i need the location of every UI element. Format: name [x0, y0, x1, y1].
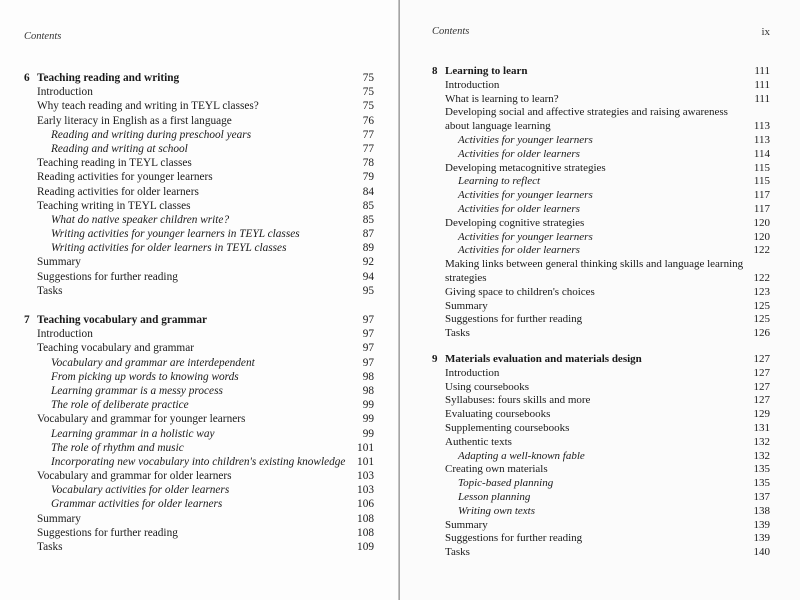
entry-title: Summary [37, 256, 81, 269]
entry-title: Developing metacognitive strategies [445, 161, 606, 174]
chapter-9 [432, 353, 770, 560]
entry-page-number: 98 [362, 370, 374, 383]
entry-page-number: 95 [362, 284, 374, 297]
chapter-page-number: 111 [754, 65, 770, 77]
toc-entry[interactable] [24, 114, 374, 128]
toc-entry[interactable] [432, 217, 770, 231]
toc-entry[interactable] [432, 408, 770, 422]
entry-title: Adapting a well-known fable [458, 449, 585, 462]
toc-entry[interactable] [432, 313, 770, 327]
entry-page-number: 113 [753, 120, 770, 133]
toc-entry[interactable] [432, 381, 770, 395]
toc-entry[interactable] [24, 270, 374, 284]
entry-title: Activities for younger learners [458, 230, 593, 243]
entry-page-number: 127 [753, 380, 770, 393]
entry-title: Why teach reading and writing in TEYL classes? [37, 100, 259, 113]
entry-title: strategies [445, 271, 487, 284]
entry-title: Writing activities for younger learners in TEYL classes [51, 228, 300, 241]
chapter-title: Teaching vocabulary and grammar [37, 314, 207, 326]
entry-page-number: 135 [753, 463, 770, 476]
entry-title: Developing social and affective strategies and raising awareness [445, 106, 728, 119]
entry-page-number: 135 [753, 477, 770, 490]
chapter-title: Learning to learn [445, 65, 528, 77]
entry-page-number: 99 [362, 399, 374, 412]
entry-title: What is learning to learn? [445, 92, 559, 105]
toc-entry[interactable] [24, 356, 374, 370]
toc-entry[interactable] [24, 540, 374, 554]
entry-page-number: 126 [753, 327, 770, 340]
entry-page-number: 117 [753, 189, 770, 202]
toc-entry[interactable] [432, 463, 770, 477]
entry-title: Summary [37, 512, 81, 525]
entry-page-number: 103 [357, 470, 374, 483]
entry-page-number: 115 [753, 175, 770, 188]
entry-title: Teaching writing in TEYL classes [37, 199, 191, 212]
toc-entry[interactable] [432, 450, 770, 464]
entry-title: Writing own texts [458, 504, 535, 517]
toc-entry[interactable] [432, 327, 770, 341]
entry-page-number: 127 [753, 366, 770, 379]
toc-entry[interactable] [432, 258, 770, 272]
toc-entry[interactable] [24, 427, 374, 441]
entry-title: Supplementing coursebooks [445, 421, 570, 434]
entry-page-number: 122 [753, 271, 770, 284]
entry-title: Topic-based planning [458, 477, 554, 490]
entry-page-number: 114 [753, 147, 770, 160]
entry-title: Lesson planning [458, 490, 531, 503]
entry-title: Writing activities for older learners in TEYL classes [51, 242, 287, 255]
entry-page-number: 125 [753, 313, 770, 326]
toc-entry[interactable] [24, 384, 374, 398]
entry-page-number: 97 [362, 328, 374, 341]
entry-page-number: 111 [754, 92, 770, 105]
toc-entry[interactable] [432, 162, 770, 176]
entry-title: Learning grammar is a messy process [51, 384, 223, 397]
entry-page-number: 127 [753, 394, 770, 407]
entry-page-number: 138 [753, 504, 770, 517]
entry-title: Grammar activities for older learners [51, 498, 223, 511]
entry-title: Tasks [445, 546, 470, 559]
entry-title: Summary [445, 518, 488, 531]
entry-page-number: 132 [753, 449, 770, 462]
toc-entry[interactable] [24, 156, 374, 170]
chapter-page-number: 97 [362, 314, 374, 326]
entry-page-number: 77 [362, 142, 374, 155]
entry-title: about language learning [445, 120, 551, 133]
toc-entry[interactable] [432, 272, 770, 286]
chapter-number: 6 [24, 72, 30, 84]
chapter-6 [24, 71, 374, 298]
entry-title: Creating own materials [445, 463, 548, 476]
entry-page-number: 137 [753, 490, 770, 503]
entry-page-number: 98 [362, 384, 374, 397]
entry-title: Learning grammar in a holistic way [51, 427, 215, 440]
entry-page-number: 97 [362, 356, 374, 369]
toc-entry[interactable] [24, 483, 374, 497]
page-number: ix [761, 26, 770, 38]
entry-page-number: 132 [753, 435, 770, 448]
entry-page-number: 76 [362, 114, 374, 127]
entry-page-number: 99 [362, 427, 374, 440]
entry-page-number: 94 [362, 270, 374, 283]
entry-title: Vocabulary and grammar for older learners [37, 470, 232, 483]
entry-page-number: 120 [753, 230, 770, 243]
entry-page-number: 139 [753, 518, 770, 531]
chapter-7 [24, 313, 374, 554]
toc-entry[interactable] [432, 367, 770, 381]
entry-title: Giving space to children's choices [445, 285, 595, 298]
toc-entry[interactable] [432, 231, 770, 245]
entry-title: Activities for older learners [458, 202, 580, 215]
toc-entry[interactable] [24, 142, 374, 156]
entry-title: Suggestions for further reading [37, 526, 178, 539]
entry-title: Activities for younger learners [458, 189, 593, 202]
entry-page-number: 92 [362, 256, 374, 269]
toc-entry[interactable] [24, 213, 374, 227]
toc-entry[interactable] [24, 398, 374, 412]
toc-entry[interactable] [24, 412, 374, 426]
entry-page-number: 111 [754, 78, 770, 91]
entry-page-number: 139 [753, 532, 770, 545]
entry-title: Vocabulary and grammar are interdependent [51, 356, 255, 369]
chapter-page-number: 127 [753, 353, 770, 365]
entry-page-number: 103 [357, 484, 374, 497]
chapter-heading[interactable] [24, 313, 374, 327]
entry-page-number: 78 [362, 157, 374, 170]
entry-page-number: 89 [362, 242, 374, 255]
entry-title: Introduction [445, 366, 500, 379]
entry-page-number: 97 [362, 342, 374, 355]
entry-title: Reading and writing at school [51, 142, 188, 155]
entry-title: Activities for older learners [458, 244, 580, 257]
entry-title: Suggestions for further reading [37, 270, 178, 283]
toc-entry[interactable] [24, 327, 374, 341]
right-running-head: Contents [432, 26, 470, 37]
entry-page-number: 115 [753, 161, 770, 174]
entry-title: Teaching vocabulary and grammar [37, 342, 194, 355]
entry-title: Suggestions for further reading [445, 532, 583, 545]
entry-title: Activities for older learners [458, 147, 580, 160]
entry-page-number: 87 [362, 228, 374, 241]
left-page [0, 0, 399, 600]
entry-page-number: 140 [753, 546, 770, 559]
toc-entry[interactable] [24, 85, 374, 99]
entry-page-number: 117 [753, 202, 770, 215]
chapter-title: Teaching reading and writing [37, 72, 180, 84]
toc-entry[interactable] [24, 128, 374, 142]
toc-entry[interactable] [24, 469, 374, 483]
chapter-number: 8 [432, 65, 438, 77]
entry-title: Making links between general thinking skills and language learning [445, 258, 744, 271]
left-running-head: Contents [24, 31, 62, 42]
entry-page-number: 106 [357, 498, 374, 511]
chapter-heading[interactable] [24, 71, 374, 85]
entry-title: Authentic texts [445, 435, 512, 448]
toc-entry[interactable] [432, 436, 770, 450]
entry-page-number: 77 [362, 128, 374, 141]
entry-title: Teaching reading in TEYL classes [37, 157, 192, 170]
toc-entry[interactable] [432, 148, 770, 162]
entry-page-number: 85 [362, 199, 374, 212]
entry-page-number: 123 [753, 285, 770, 298]
toc-entry[interactable] [432, 244, 770, 258]
entry-title: Tasks [37, 541, 63, 553]
entry-title: Reading and writing during preschool years [51, 128, 252, 141]
entry-page-number: 101 [357, 441, 374, 454]
entry-page-number: 75 [362, 86, 374, 99]
entry-title: What do native speaker children write? [51, 213, 230, 226]
toc-entry[interactable] [432, 106, 770, 120]
entry-page-number: 79 [362, 171, 374, 184]
right-page [400, 0, 800, 600]
entry-page-number: 108 [357, 526, 374, 539]
toc-entry[interactable] [24, 370, 374, 384]
entry-title: Evaluating coursebooks [445, 408, 551, 421]
toc-entry[interactable] [24, 241, 374, 255]
entry-title: Summary [445, 299, 488, 312]
toc-entry[interactable] [432, 203, 770, 217]
entry-title: Using coursebooks [445, 380, 530, 393]
entry-page-number: 109 [357, 541, 374, 553]
toc-entry[interactable] [432, 93, 770, 107]
toc-entry[interactable] [432, 134, 770, 148]
toc-entry[interactable] [24, 341, 374, 355]
entry-page-number: 75 [362, 100, 374, 113]
toc-entry[interactable] [432, 394, 770, 408]
chapter-heading[interactable] [432, 353, 770, 367]
toc-entry[interactable] [24, 99, 374, 113]
entry-title: Tasks [37, 284, 63, 297]
entry-page-number: 113 [753, 133, 770, 146]
toc-entry[interactable] [432, 175, 770, 189]
entry-page-number: 129 [753, 408, 770, 421]
toc-entry[interactable] [24, 199, 374, 213]
chapter-number: 7 [24, 314, 30, 326]
chapter-title: Materials evaluation and materials design [445, 353, 642, 365]
entry-title: Early literacy in English as a first language [37, 114, 232, 127]
toc-entry[interactable] [432, 189, 770, 203]
toc-entry[interactable] [24, 185, 374, 199]
toc-entry[interactable] [432, 286, 770, 300]
toc-entry[interactable] [432, 505, 770, 519]
entry-title: The role of deliberate practice [51, 399, 189, 412]
entry-title: From picking up words to knowing words [51, 370, 239, 383]
entry-title: Vocabulary and grammar for younger learners [37, 413, 246, 426]
entry-title: Reading activities for younger learners [37, 171, 213, 184]
entry-title: Tasks [445, 327, 470, 340]
entry-page-number: 120 [753, 216, 770, 229]
toc-entry[interactable] [432, 300, 770, 314]
entry-title: Activities for younger learners [458, 133, 593, 146]
entry-page-number: 125 [753, 299, 770, 312]
toc-entry[interactable] [432, 120, 770, 134]
entry-title: Developing cognitive strategies [445, 216, 585, 229]
entry-title: Suggestions for further reading [445, 313, 583, 326]
entry-title: Introduction [37, 328, 93, 341]
toc-entry[interactable] [432, 79, 770, 93]
entry-title: Introduction [37, 86, 93, 99]
entry-title: Vocabulary activities for older learners [51, 484, 230, 497]
entry-page-number: 101 [357, 455, 374, 468]
toc-entry[interactable] [24, 227, 374, 241]
toc-entry[interactable] [432, 546, 770, 560]
entry-title: Syllabuses: fours skills and more [445, 394, 591, 407]
entry-page-number: 84 [362, 185, 374, 198]
chapter-heading[interactable] [432, 65, 770, 79]
toc-entry[interactable] [24, 455, 374, 469]
entry-title: The role of rhythm and music [51, 441, 184, 454]
chapter-page-number: 75 [362, 72, 374, 84]
toc-entry[interactable] [24, 284, 374, 298]
toc-entry[interactable] [24, 526, 374, 540]
toc-entry[interactable] [432, 519, 770, 533]
toc-entry[interactable] [24, 497, 374, 511]
toc-entry[interactable] [432, 491, 770, 505]
toc-entry[interactable] [24, 512, 374, 526]
entry-page-number: 85 [362, 213, 374, 226]
entry-title: Learning to reflect [458, 175, 541, 188]
toc-entry[interactable] [432, 477, 770, 491]
chapter-8 [432, 65, 770, 341]
entry-page-number: 131 [753, 421, 770, 434]
toc-entry[interactable] [432, 532, 770, 546]
entry-page-number: 122 [753, 244, 770, 257]
toc-entry[interactable] [432, 422, 770, 436]
entry-page-number: 108 [357, 512, 374, 525]
toc-entry[interactable] [24, 441, 374, 455]
toc-entry[interactable] [24, 170, 374, 184]
toc-entry[interactable] [24, 255, 374, 269]
entry-page-number: 99 [362, 413, 374, 426]
entry-title: Introduction [445, 78, 500, 91]
entry-title: Incorporating new vocabulary into children's existing knowledge [51, 455, 346, 468]
entry-title: Reading activities for older learners [37, 185, 199, 198]
chapter-number: 9 [432, 353, 438, 365]
